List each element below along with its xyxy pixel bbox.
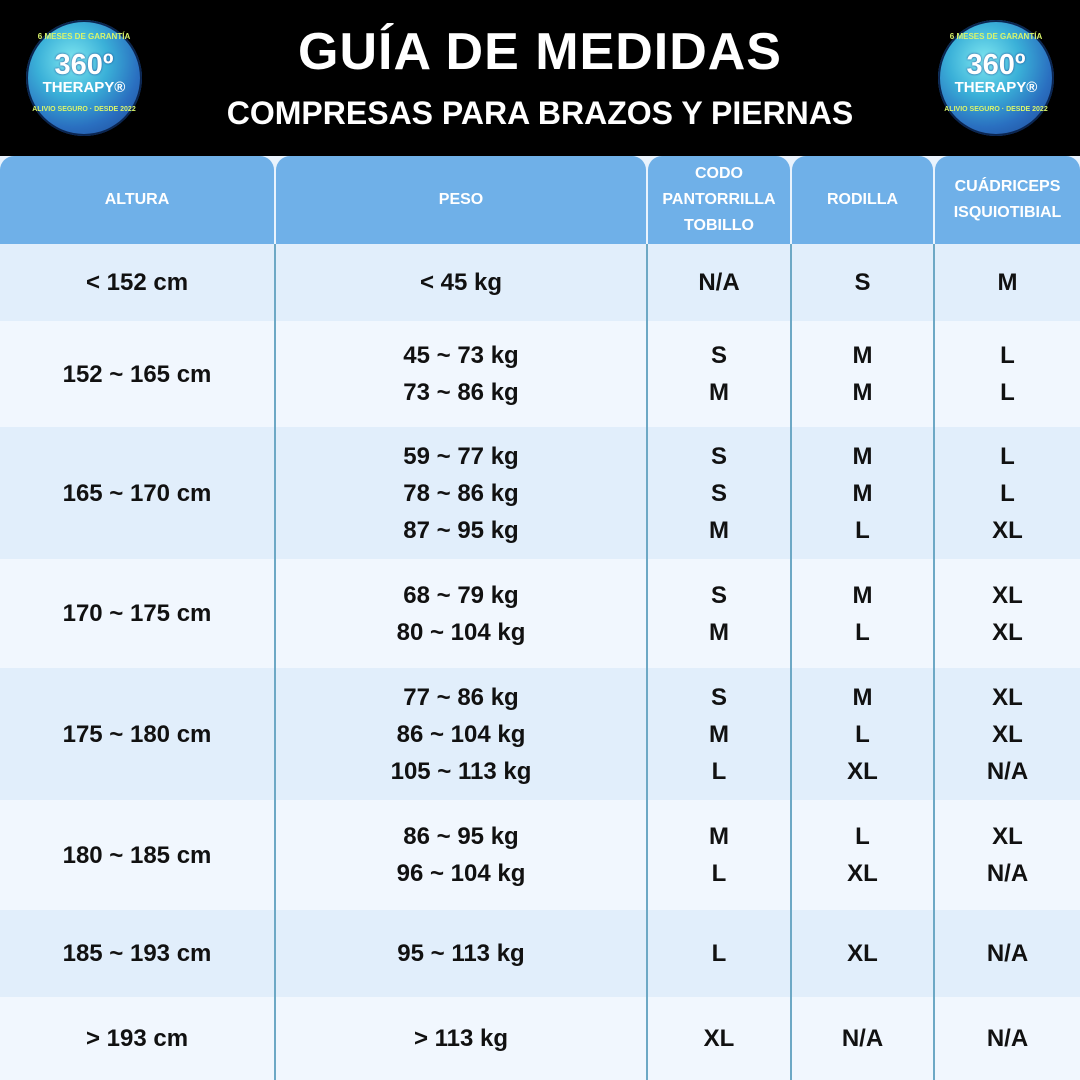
logo-main-text: 360º [966, 49, 1026, 81]
cell-cuadriceps: XL XL [992, 581, 1023, 646]
cell-altura: > 193 cm [85, 1025, 189, 1052]
column-header-codo-line3: TOBILLO [684, 217, 754, 234]
cell-cuadriceps: XL N/A [986, 823, 1029, 887]
cell-altura: 170 ~ 175 cm [62, 600, 212, 627]
cell-codo: L [711, 940, 727, 967]
cell-cuadriceps: N/A [986, 940, 1029, 967]
logo-tagline-text: ALIVIO SEGURO · DESDE 2022 [32, 106, 136, 113]
cell-altura: 175 ~ 180 cm [62, 720, 212, 748]
logo-tagline-text: ALIVIO SEGURO · DESDE 2022 [944, 106, 1048, 113]
cell-altura: 185 ~ 193 cm [62, 940, 212, 967]
cell-peso: < 45 kg [419, 269, 503, 296]
table-row [0, 668, 1080, 800]
cell-altura: 152 ~ 165 cm [62, 360, 212, 388]
cell-peso: 77 ~ 86 kg 86 ~ 104 kg 105 ~ 113 kg [390, 683, 532, 785]
page-title: GUÍA DE MEDIDAS [298, 23, 782, 81]
column-divider [274, 244, 276, 1080]
column-header-cuadriceps-line1: CUÁDRICEPS [954, 178, 1061, 195]
table-row [0, 910, 1080, 997]
cell-codo: XL [703, 1025, 735, 1052]
cell-cuadriceps: N/A [986, 1025, 1029, 1052]
cell-codo: S S M [709, 442, 729, 544]
table-row [0, 997, 1080, 1080]
cell-codo: S M L [709, 683, 729, 785]
cell-altura: 180 ~ 185 cm [62, 841, 212, 869]
column-header-cuadriceps-line2: ISQUIOTIBIAL [953, 204, 1062, 221]
cell-rodilla: N/A [841, 1025, 884, 1052]
cell-codo: S M [709, 581, 729, 646]
page-subtitle: COMPRESAS PARA BRAZOS Y PIERNAS [226, 95, 854, 131]
column-header-codo-line1: CODO [695, 165, 743, 182]
cell-altura: < 152 cm [85, 269, 189, 296]
cell-cuadriceps: L L [1000, 342, 1015, 406]
cell-cuadriceps: M [997, 269, 1018, 296]
column-divider [790, 244, 792, 1080]
logo-brand-text: THERAPY® [954, 79, 1038, 96]
cell-rodilla: XL [847, 940, 878, 967]
logo-main-text: 360º [54, 49, 114, 81]
table-row [0, 427, 1080, 559]
column-header-codo [648, 156, 790, 244]
cell-cuadriceps: XL XL N/A [986, 683, 1029, 785]
cell-peso: 59 ~ 77 kg 78 ~ 86 kg 87 ~ 95 kg [403, 442, 519, 544]
column-divider [933, 244, 935, 1080]
cell-rodilla: S [854, 269, 871, 296]
cell-rodilla: M M L [852, 442, 873, 544]
cell-rodilla: M L [852, 581, 873, 646]
cell-peso: 68 ~ 79 kg 80 ~ 104 kg [396, 581, 526, 646]
column-header-rodilla: RODILLA [792, 156, 933, 244]
cell-rodilla: M M [852, 342, 873, 406]
cell-peso: 45 ~ 73 kg 73 ~ 86 kg [403, 342, 519, 406]
cell-codo: M L [709, 823, 729, 887]
cell-rodilla: L XL [847, 823, 878, 887]
cell-altura: 165 ~ 170 cm [62, 479, 212, 507]
table-row [0, 321, 1080, 427]
column-header-altura: ALTURA [0, 156, 274, 244]
logo-guarantee-text: 6 MESES DE GARANTÍA [949, 32, 1043, 41]
cell-peso: 95 ~ 113 kg [397, 940, 525, 967]
column-divider [646, 244, 648, 1080]
brand-logo-right [938, 20, 1054, 136]
logo-guarantee-text: 6 MESES DE GARANTÍA [37, 32, 131, 41]
table-row [0, 559, 1080, 668]
cell-cuadriceps: L L XL [992, 442, 1023, 544]
cell-rodilla: M L XL [847, 683, 878, 785]
header-banner [0, 0, 1080, 156]
column-header-peso: PESO [276, 156, 646, 244]
logo-brand-text: THERAPY® [42, 79, 126, 96]
cell-peso: > 113 kg [413, 1025, 509, 1052]
cell-codo: S M [709, 342, 729, 406]
cell-codo: N/A [698, 269, 740, 296]
table-row [0, 800, 1080, 910]
column-header-codo-line2: PANTORRILLA [662, 191, 776, 208]
cell-peso: 86 ~ 95 kg 96 ~ 104 kg [396, 823, 526, 887]
table-row [0, 244, 1080, 321]
column-header-cuadriceps [935, 156, 1080, 244]
